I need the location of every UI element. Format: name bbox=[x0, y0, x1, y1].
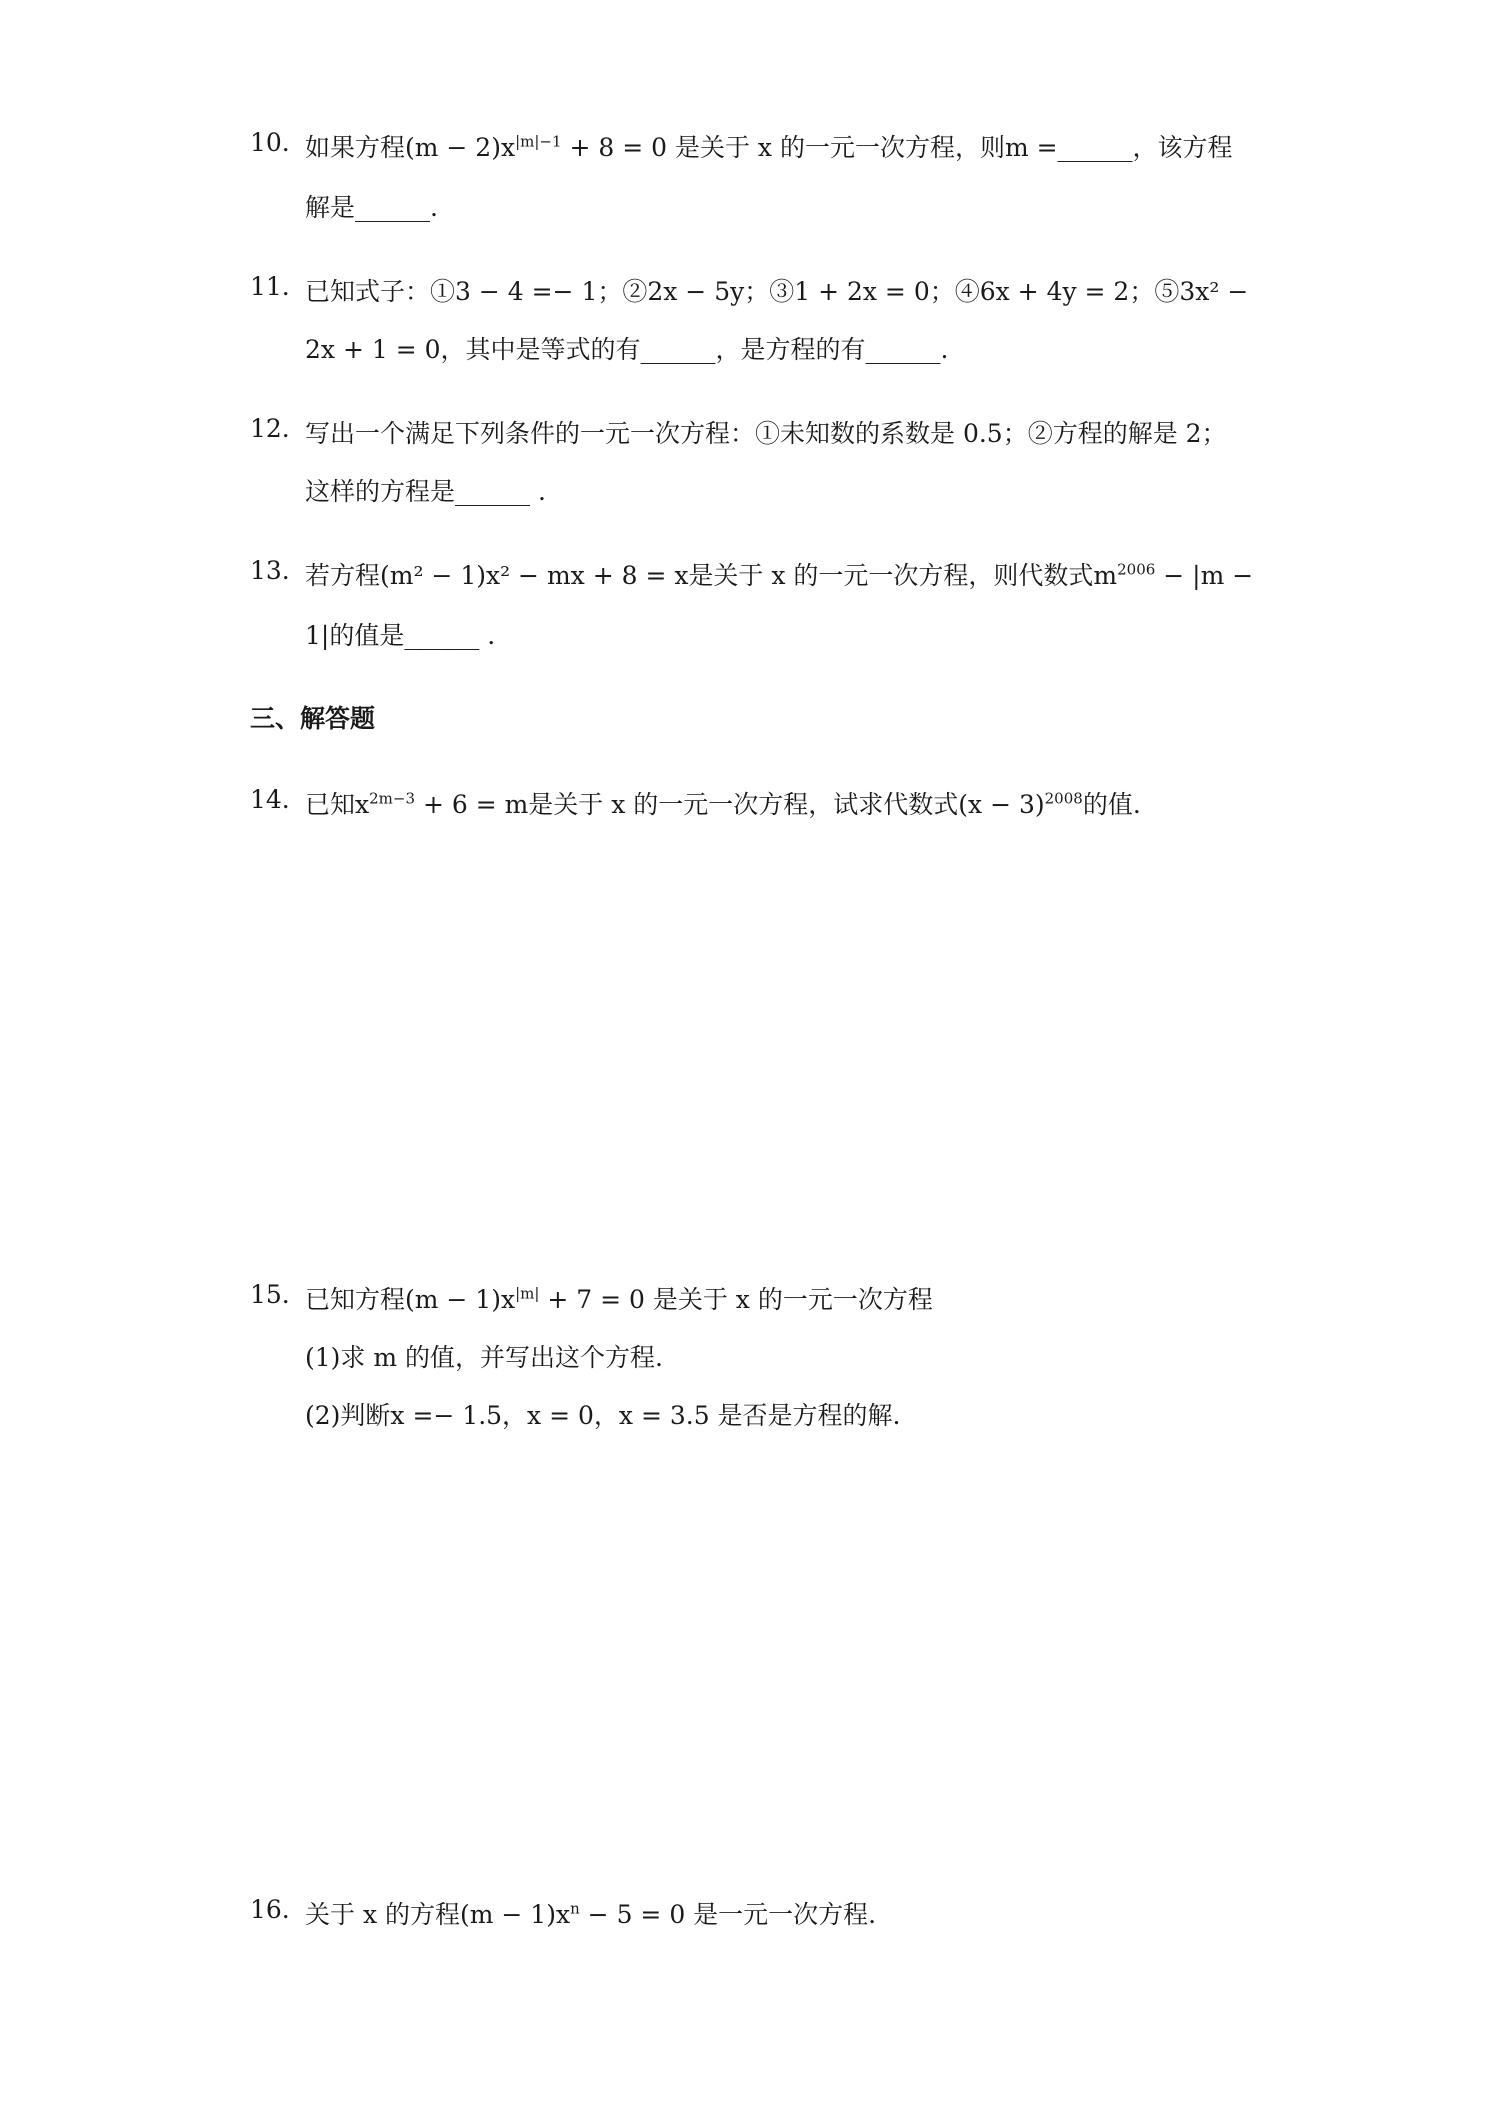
question-text-line-1: 写出一个满足下列条件的一元一次方程：①未知数的系数是 0.5；②方程的解是 2； bbox=[305, 419, 1227, 448]
question-number: 15. bbox=[250, 1280, 290, 1309]
sub-question-2: (2)判断x =− 1.5，x = 0，x = 3.5 是否是方程的解. bbox=[305, 1401, 901, 1430]
question-text-line-2: 1|的值是______ . bbox=[305, 621, 496, 650]
question-number: 10. bbox=[250, 128, 290, 157]
question-text-line-1: 已知$x^{2m-3} + 6 = m$是关于 x 的一元一次方程，试求代数式$(x - 3)^{2008}$的值. bbox=[305, 789, 1141, 819]
question-text-line-1: 若方程(m² − 1)x² − mx + 8 = x是关于 x 的一元一次方程，则代数式$m^{2006} - |m$ − bbox=[305, 560, 1254, 590]
question-number: 14. bbox=[250, 785, 290, 814]
question-number: 12. bbox=[250, 414, 290, 443]
question-text-line-1: 关于 x 的方程$(m - 1)x^n - 5 = 0$ 是一元一次方程. bbox=[305, 1899, 877, 1929]
question-number: 13. bbox=[250, 556, 290, 585]
question-text-line-2: 这样的方程是______ . bbox=[305, 477, 546, 506]
question-number: 16. bbox=[250, 1895, 290, 1924]
question-text-line-1: 如果方程$(m - 2)x^{|m|-1} + 8 = 0$ 是关于 x 的一元一次方程，则m =______，该方程 bbox=[305, 132, 1233, 162]
section-heading: 三、解答题 bbox=[250, 704, 376, 733]
sub-question-1: (1)求 m 的值，并写出这个方程. bbox=[305, 1343, 663, 1372]
question-text-line-2: 解是______. bbox=[305, 193, 438, 222]
question-text-line-1: 已知式子：①3 − 4 =− 1；②2x − 5y；③1 + 2x = 0；④6x + 4y = 2；⑤3x² − bbox=[305, 277, 1249, 306]
question-number: 11. bbox=[250, 272, 290, 301]
question-text-line-2: 2x + 1 = 0，其中是等式的有______，是方程的有______. bbox=[305, 335, 949, 364]
question-text-line-1: 已知方程$(m - 1)x^{|m|} + 7 = 0$ 是关于 x 的一元一次方程 bbox=[305, 1284, 933, 1314]
